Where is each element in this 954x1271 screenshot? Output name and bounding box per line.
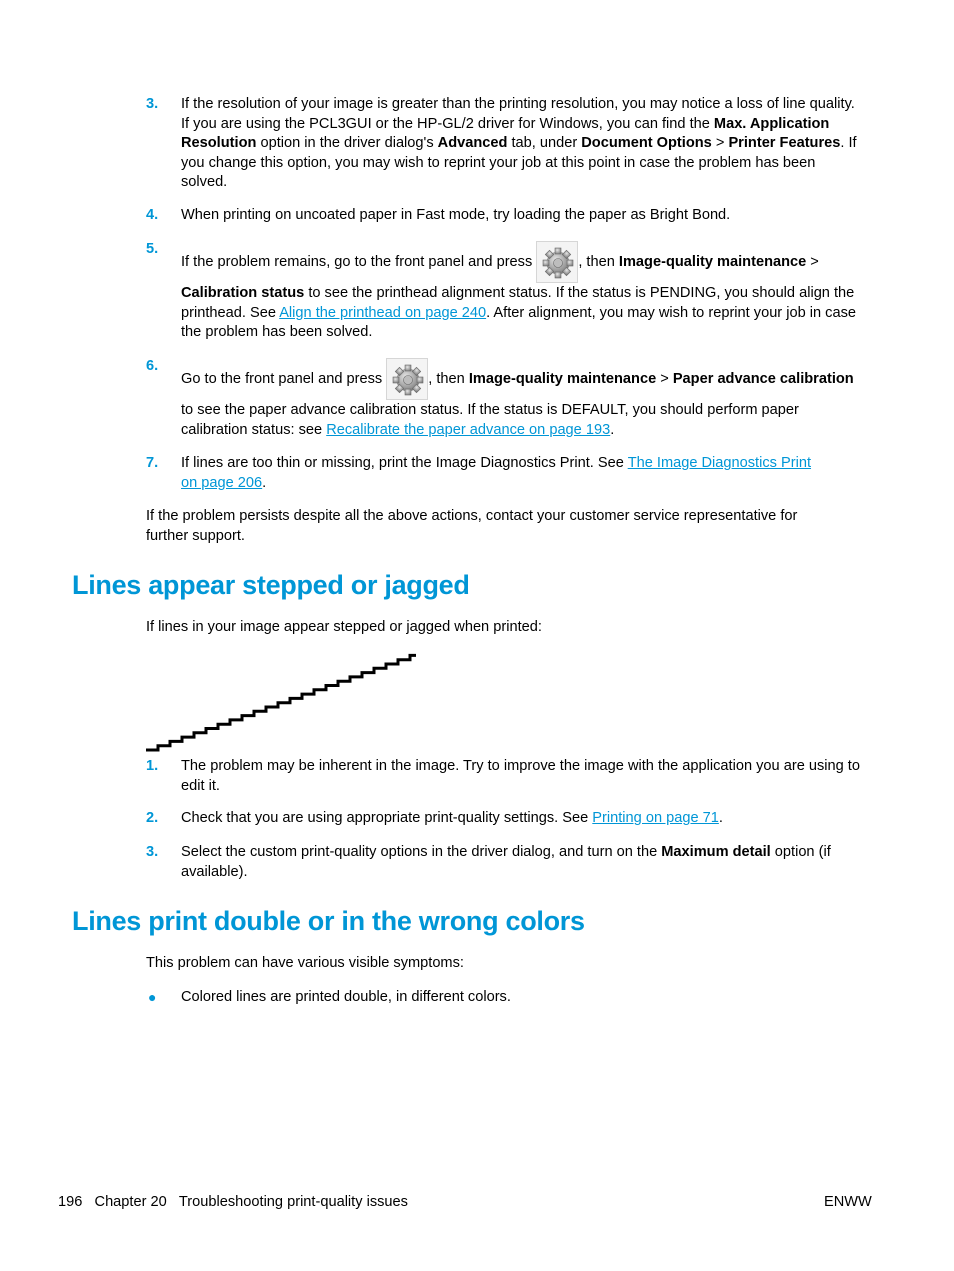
section-intro: This problem can have various visible symptoms:: [146, 955, 464, 971]
image-diagnostics-print-link[interactable]: The Image Diagnostics Print on page 206: [181, 455, 812, 491]
list-text: If the resolution of your image is greater than the printing resolution, you may notice a loss of line quality. If you are using the PCL3GUI or the HP-GL/2 driver for Windows, you can find the Max. Application Resolution option in the driver dialog's Advanced tab, under Document Options > Printer Features. If you change this option, you may wish to reprint your job at this point in case the problem has been solved.: [181, 96, 857, 190]
jagged-line-illustration: [140, 648, 420, 758]
align-printhead-link[interactable]: Align the printhead on page 240: [279, 304, 487, 321]
image-quality-maintenance-label: Image-quality maintenance: [618, 254, 807, 270]
list-number: 1.: [146, 758, 159, 774]
list-number: 7.: [146, 455, 159, 471]
chapter-label: Chapter 20: [94, 1194, 167, 1210]
list-text: When printing on uncoated paper in Fast mode, try loading the paper as Bright Bond.: [181, 207, 731, 223]
document-options-label: Document Options: [581, 135, 712, 151]
footer-left: [58, 1192, 408, 1212]
calibration-status-label: Calibration status: [181, 285, 305, 301]
closing-paragraph: If the problem persists despite all the above actions, contact your customer service representative for further support.: [146, 508, 798, 544]
list-item-6-line1: Go to the front panel and press , then Image-quality maintenance > Paper advance calibration: [146, 358, 862, 402]
chapter-title: Troubleshooting print-quality issues: [178, 1194, 408, 1210]
list-number: 6.: [146, 358, 159, 374]
list-number: 5.: [146, 241, 159, 257]
list-item-5-line1: If the problem remains, go to the front panel and press , then Image-quality maintenance >: [146, 241, 862, 285]
list-number: 2.: [146, 810, 159, 826]
bullet-icon: ●: [148, 989, 157, 1005]
printer-features-label: Printer Features: [728, 135, 841, 151]
recalibrate-paper-advance-link[interactable]: Recalibrate the paper advance on page 193: [326, 421, 611, 438]
footer-right: ENWW: [824, 1194, 872, 1210]
list-text: The problem may be inherent in the image. Try to improve the image with the application you are using to edit it.: [181, 758, 860, 794]
list-text: Select the custom print-quality options in the driver dialog, and turn on the Maximum detail option (if available).: [181, 844, 831, 880]
list-text: If lines are too thin or missing, print the Image Diagnostics Print. See The Image Diagnostics Print on page 206.: [181, 455, 812, 491]
printing-link[interactable]: Printing on page 71: [592, 810, 719, 826]
settings-gear-icon: [536, 241, 578, 283]
section-heading-stepped-lines: Lines appear stepped or jagged: [72, 570, 470, 600]
section-intro: If lines in your image appear stepped or jagged when printed:: [146, 619, 542, 635]
max-application-resolution-label: Max. Application Resolution: [181, 115, 830, 151]
list-text: Check that you are using appropriate print-quality settings. See Printing on page 71.: [181, 810, 723, 826]
list-number: 3.: [146, 96, 159, 112]
image-quality-maintenance-label: Image-quality maintenance: [468, 371, 657, 387]
bullet-text: Colored lines are printed double, in different colors.: [181, 989, 511, 1005]
page: 3. If the resolution of your image is greater than the printing resolution, you may notice a loss of line quality. If you are using the PCL3GUI or the HP-GL/2 driver for Windows, you can find the Max. Application Resolution option in the driver dialog's Advanced tab, under Document Options > Printer Features. If you change this option, you may wish to reprint your job at this point in case the problem has been solved. 4. When printing on uncoated paper in Fast mode, try loading the paper as Bright Bond. 5. If the problem remains, go to the front panel and press , then Image-quality maintenance > Calibration status to see the printhead alignment status. If the status is PENDING, you should align the printhead. See Align the printhead on page 240. After alignment, you may wish to reprint your job in case the problem has been solved. 6. Go to the front panel and press , then Image-quality maintenance > Paper advance calibration to see the paper advance calibration status. If the status is DEFAULT, you should perform paper calibration status: see Recalibrate the paper advance on page 193. 7. If lines are too thin or missing, print the Image Diagnostics Print. See The Image Diagnostics Print on page 206. If the problem persists despite all the above actions, contact your customer service representative for further support. Lines appear stepped or jagged If lines in your image appear stepped or jagged when printed: 1. The problem may be inherent in the image. Try to improve the image with the application you are using to edit it. 2. Check that you are using appropriate print-quality settings. See Printing on page 71. 3. Select the custom print-quality options in the driver dialog, and turn on the Maximum detail option (if available). Lines print double or in the wrong colors This problem can have various visible symptoms: ● Colored lines are printed double, in different colors. 196 Chapter 20 Troubleshooting print-quality issues ENWW: [58, 96, 872, 1210]
advanced-label: Advanced: [437, 135, 508, 151]
settings-gear-icon: [386, 358, 428, 400]
paper-advance-calibration-label: Paper advance calibration: [672, 371, 854, 387]
list-number: 4.: [146, 207, 159, 223]
maximum-detail-label: Maximum detail: [661, 844, 771, 860]
list-number: 3.: [146, 844, 159, 860]
section-heading-double-lines: Lines print double or in the wrong colors: [72, 906, 585, 936]
page-number: 196: [58, 1194, 83, 1210]
